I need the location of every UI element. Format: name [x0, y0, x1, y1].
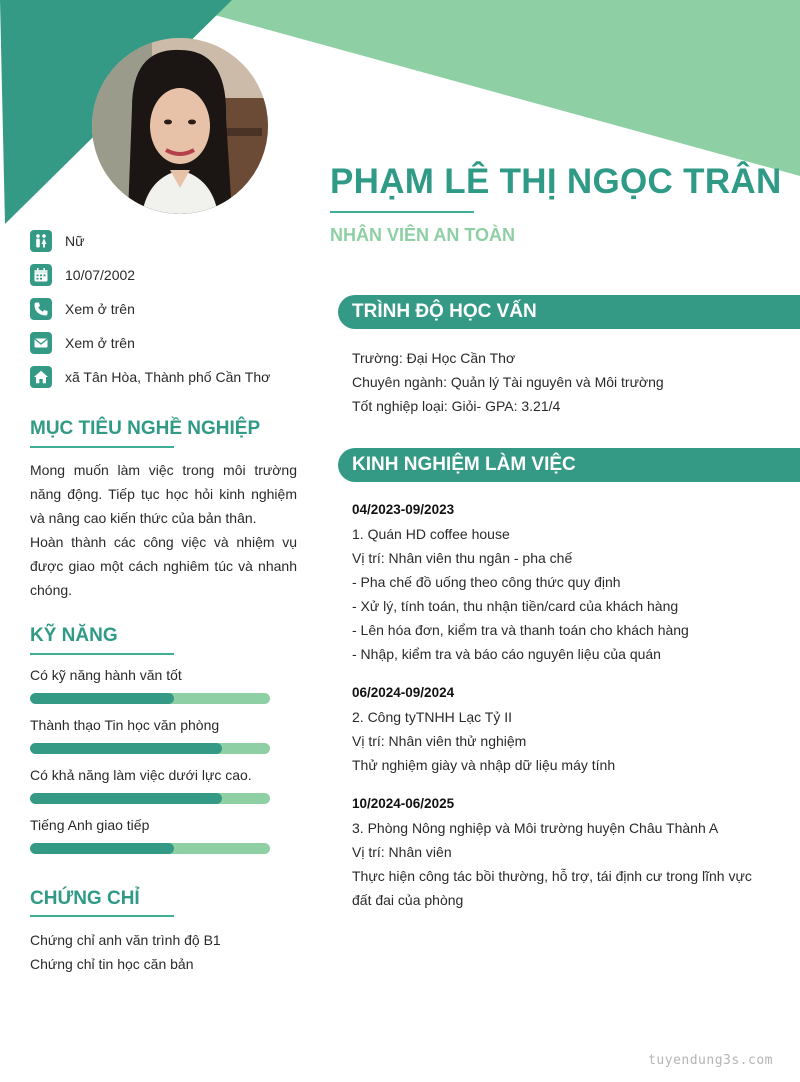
objective-text — [30, 458, 297, 602]
skill-bar-fill — [30, 843, 174, 854]
email-icon — [30, 332, 52, 354]
job-duty: - Nhập, kiểm tra và báo cáo nguyên liệu của quán — [352, 646, 661, 662]
contact-address — [30, 360, 270, 394]
skills-list — [30, 666, 270, 866]
certificates-underline — [30, 915, 174, 917]
education-school: Trường: Đại Học Cần Thơ — [352, 350, 516, 366]
job-entry — [352, 681, 772, 777]
objective-heading: MỤC TIÊU NGHỀ NGHIỆP — [30, 418, 261, 439]
watermark: tuyendung3s.com — [648, 1053, 773, 1068]
phone-icon — [30, 298, 52, 320]
skill-bar-fill — [30, 793, 222, 804]
skill-item — [30, 666, 270, 716]
job-position: Vị trí: Nhân viên — [352, 844, 452, 860]
skill-label: Tiếng Anh giao tiếp — [30, 817, 150, 833]
job-position: Vị trí: Nhân viên thu ngân - pha chế — [352, 550, 573, 566]
email-text: Xem ở trên — [65, 335, 135, 351]
gender-icon — [30, 230, 52, 252]
objective-paragraph: Hoàn thành các công việc và nhiệm vụ được giao một cách nghiêm túc và nhanh chóng. — [30, 534, 297, 598]
skill-label: Có khả năng làm việc dưới lực cao. — [30, 767, 252, 783]
contact-gender — [30, 224, 270, 258]
objective-paragraph: Mong muốn làm việc trong môi trường năng động. Tiếp tục học hỏi kinh nghiệm và nâng cao kiến thức của bản thân. — [30, 462, 297, 526]
job-duty: Thực hiện công tác bồi thường, hỗ trợ, tái định cư trong lĩnh vực đất đai của phòng — [352, 868, 752, 908]
education-details — [352, 346, 664, 418]
contact-phone — [30, 292, 270, 326]
skill-item — [30, 716, 270, 766]
skill-bar — [30, 743, 270, 754]
skill-item — [30, 766, 270, 816]
job-period: 04/2023-09/2023 — [352, 502, 455, 517]
job-period: 10/2024-06/2025 — [352, 796, 455, 811]
job-company: 1. Quán HD coffee house — [352, 526, 510, 542]
skill-bar — [30, 693, 270, 704]
job-duty: - Lên hóa đơn, kiểm tra và thanh toán cho khách hàng — [352, 622, 689, 638]
certificates-list — [30, 928, 221, 976]
skill-label: Thành thạo Tin học văn phòng — [30, 717, 220, 733]
contact-email — [30, 326, 270, 360]
job-title: NHÂN VIÊN AN TOÀN — [330, 225, 516, 245]
job-period: 06/2024-09/2024 — [352, 685, 455, 700]
certificate-item: Chứng chỉ tin học căn bản — [30, 956, 194, 972]
birthday-text: 10/07/2002 — [65, 267, 136, 283]
address-text: xã Tân Hòa, Thành phố Cần Thơ — [65, 369, 271, 385]
contact-info — [30, 224, 270, 394]
job-duty: - Xử lý, tính toán, thu nhận tiền/card của khách hàng — [352, 598, 679, 614]
experience-list — [352, 498, 772, 927]
job-position: Vị trí: Nhân viên thử nghiệm — [352, 733, 527, 749]
skills-heading: KỸ NĂNG — [30, 625, 118, 646]
job-duty: Thử nghiệm giày và nhập dữ liệu máy tính — [352, 757, 616, 773]
candidate-name: PHẠM LÊ THỊ NGỌC TRÂN — [330, 162, 782, 201]
skill-bar-fill — [30, 743, 222, 754]
profile-photo — [92, 38, 268, 214]
education-heading: TRÌNH ĐỘ HỌC VẤN — [338, 295, 800, 329]
certificate-item: Chứng chỉ anh văn trình độ B1 — [30, 932, 221, 948]
name-underline — [330, 211, 474, 213]
home-icon — [30, 366, 52, 388]
skill-label: Có kỹ năng hành văn tốt — [30, 667, 182, 683]
phone-text: Xem ở trên — [65, 301, 135, 317]
education-major: Chuyên ngành: Quản lý Tài nguyên và Môi trường — [352, 374, 664, 390]
education-gpa: Tốt nghiệp loại: Giỏi- GPA: 3.21/4 — [352, 398, 561, 414]
job-company: 3. Phòng Nông nghiệp và Môi trường huyện Châu Thành A — [352, 820, 719, 836]
contact-birthday — [30, 258, 270, 292]
job-entry — [352, 792, 772, 912]
job-entry — [352, 498, 772, 666]
experience-heading: KINH NGHIỆM LÀM VIỆC — [338, 448, 800, 482]
objective-underline — [30, 446, 174, 448]
skill-bar — [30, 793, 270, 804]
job-duty: - Pha chế đồ uống theo công thức quy định — [352, 574, 621, 590]
skill-bar-fill — [30, 693, 174, 704]
skill-item — [30, 816, 270, 866]
calendar-icon — [30, 264, 52, 286]
job-company: 2. Công tyTNHH Lạc Tỷ II — [352, 709, 513, 725]
skill-bar — [30, 843, 270, 854]
gender-text: Nữ — [65, 233, 85, 249]
skills-underline — [30, 653, 174, 655]
certificates-heading: CHỨNG CHỈ — [30, 888, 140, 909]
